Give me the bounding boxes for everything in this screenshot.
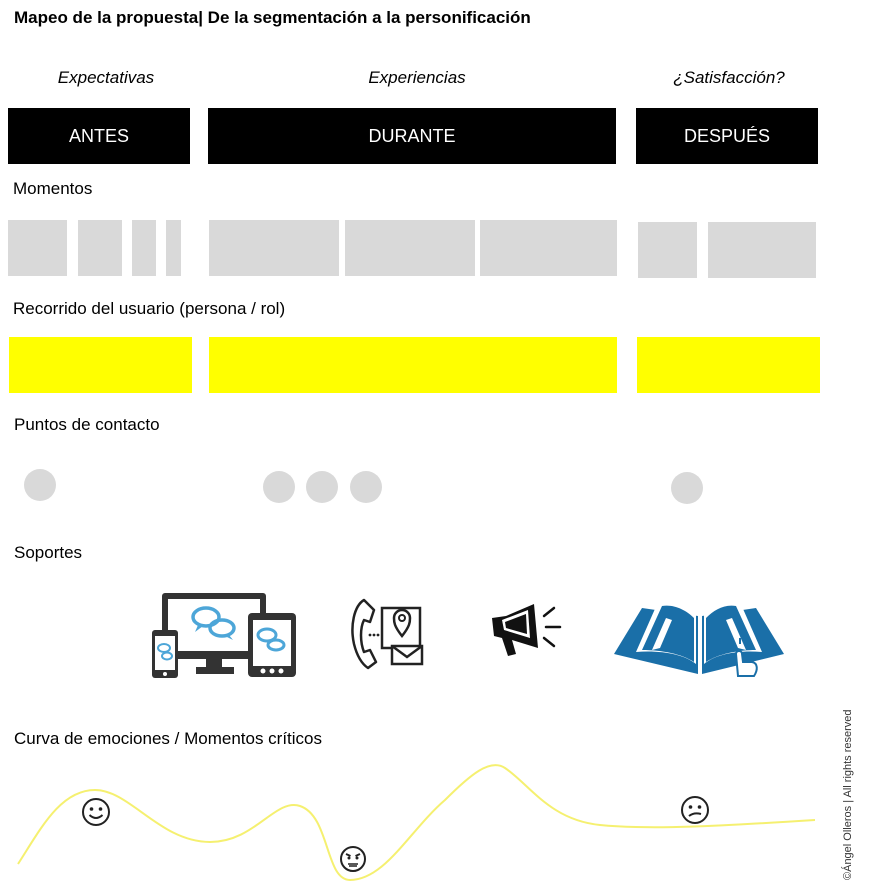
confused-face-icon <box>680 795 710 825</box>
moment-block <box>638 222 697 278</box>
moment-block <box>480 220 617 276</box>
phone-location-mail-icon <box>348 596 428 672</box>
angry-face-icon <box>339 845 367 873</box>
phase-label-expectativas: Expectativas <box>57 68 155 87</box>
phase-label-satisfaccion: ¿Satisfacción? <box>673 68 785 87</box>
moment-block <box>345 220 475 276</box>
page-title: Mapeo de la propuesta| De la segmentación a la personificación <box>14 8 531 27</box>
copyright-note: ©Ángel Olleros | All rights reserved <box>842 709 854 880</box>
moment-block <box>708 222 816 278</box>
touchpoint-dot <box>350 471 382 503</box>
phase-box-despues: DESPUÉS <box>636 108 818 164</box>
phase-box-antes: ANTES <box>8 108 190 164</box>
moment-block <box>132 220 156 276</box>
touchpoint-dot <box>24 469 56 501</box>
journey-block-durante <box>209 337 617 393</box>
journey-block-antes <box>9 337 192 393</box>
phase-box-durante: DURANTE <box>208 108 616 164</box>
section-puntos: Puntos de contacto <box>14 415 160 434</box>
touchpoint-dot <box>263 471 295 503</box>
journey-block-despues <box>637 337 820 393</box>
section-curva: Curva de emociones / Momentos críticos <box>14 729 323 748</box>
touchpoint-dot <box>671 472 703 504</box>
section-soportes: Soportes <box>14 543 83 562</box>
devices-chat-icon <box>150 590 300 680</box>
moment-block <box>166 220 181 276</box>
touchpoint-dot <box>306 471 338 503</box>
happy-face-icon <box>81 797 111 827</box>
moment-block <box>78 220 122 276</box>
megaphone-icon <box>488 600 564 658</box>
moment-block <box>209 220 339 276</box>
open-book-click-icon <box>612 592 788 682</box>
moment-block <box>8 220 67 276</box>
section-recorrido: Recorrido del usuario (persona / rol) <box>13 299 286 318</box>
section-momentos: Momentos <box>13 179 93 198</box>
phase-label-experiencias: Experiencias <box>368 68 466 87</box>
